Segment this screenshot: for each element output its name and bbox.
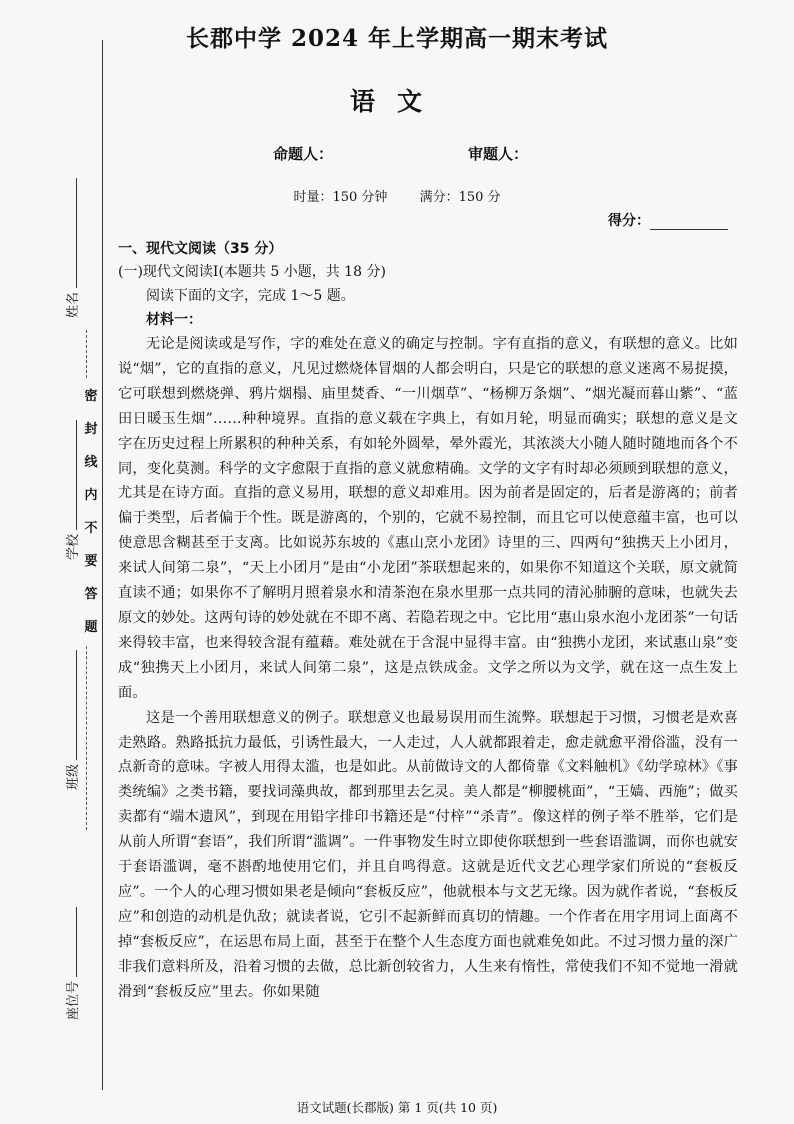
field-seat: 座位号: [62, 907, 81, 1020]
seal-warning-char: 密: [84, 389, 98, 404]
seal-warning-char: 题: [84, 620, 98, 635]
seal-warning-char: 封: [84, 422, 98, 437]
setter-field: [273, 143, 423, 164]
field-name: 姓名: [62, 178, 81, 318]
field-school: 学校: [62, 420, 81, 560]
subsection-title: (一)现代文阅读Ⅰ(本题共 5 小题，共 18 分): [118, 264, 386, 280]
seal-warning-char: 线: [84, 455, 98, 470]
score-label: 得分：: [608, 213, 650, 229]
exam-title: 长郡中学 2024 年上学期高一期末考试: [185, 25, 609, 52]
seal-warning-char: 答: [84, 587, 98, 602]
seal-warning-char: 内: [84, 488, 98, 503]
passage-paragraph: 这是一个善用联想意义的例子。联想意义也最易误用而生流弊。联想起于习惯，习惯老是欢喜走熟路。熟路抵抗力最低，引诱性最大，一人走过，人人就都跟着走，愈走就愈平滑俗滥，没有一点新奇的意味。字被人用得太滥，也是如此。从前做诗文的人都倚靠《文料触机》《幼学琼林》《事类统编》之类书籍，要找词藻典故，都到那里去乞灵。美人都是“柳腰桃面”，“王嫱、西施”；做买卖都有“端木遗风”，到现在用铅字排印书籍还是“付梓”“杀青”。像这样的例子举不胜举，它们是从前人所谓“套语”，我们所谓“滥调”。一件事物发生时立即使你联想到一些套语滥调，而你也就安于套语滥调，毫不斟酌地使用它们，并且自鸣得意。这就是近代文艺心理学家们所说的“套板反应”。一个人的心理习惯如果老是倾向“套板反应”，他就根本与文艺无缘。因为就作者说，“套板反应”和创造的动机是仇敌；就读者说，它引不起新鲜而真切的情趣。一个作者在用字用词上面离不掉“套板反应”，在运思布局上面，甚至于在整个人生态度方面也就难免如此。不过习惯力量的深广非我们意料所及，沿着习惯的去做，总比新创较省力，人生来有惰性，常使我们不知不觉地一滑就滑到“套板反应”里去。你如果随: [118, 709, 738, 1000]
exam-meta: [0, 186, 794, 205]
seal-warning-char: 不: [84, 521, 98, 536]
score-field: [608, 210, 728, 230]
reviewer-field: [468, 143, 618, 164]
material-label: 材料一：: [146, 312, 202, 328]
reviewer-label: 审题人：: [468, 145, 529, 163]
page-footer: 语文试题(长郡版) 第 1 页(共 10 页): [296, 1100, 498, 1115]
subject-title: 语文: [349, 87, 444, 116]
seal-warning-char: 要: [84, 554, 98, 569]
reading-section: [118, 238, 738, 1004]
time-limit: 时量：150 分钟: [293, 190, 388, 205]
instruction: 阅读下面的文字，完成 1～5 题。: [146, 288, 355, 304]
full-score: 满分：150 分: [419, 190, 501, 205]
binding-strip: [0, 0, 108, 1124]
seal-warning: [84, 380, 98, 644]
section-title: 一、现代文阅读（35 分）: [118, 241, 283, 257]
passage-paragraph: 无论是阅读或是写作，字的难处在意义的确定与控制。字有直指的意义，有联想的意义。比如说“烟”，它的直指的意义，凡见过燃烧体冒烟的人都会明白，只是它的联想的意义迷离不易捉摸，它可联想到燃烧弹、鸦片烟榻、庙里焚香、“一川烟草”、“杨柳万条烟”、“烟光凝而暮山紫”、“蓝田日暖玉生烟”……种种境界。直指的意义载在字典上，有如月轮，明显而确实；联想的意义是文字在历史过程上所累积的种种关系，有如轮外圆晕，晕外霞光，其浓淡大小随人随时随地而各个不同，变化莫测。科学的文字愈限于直指的意义就愈精确。文学的文字有时却必须顾到联想的意义，尤其是在诗方面。直指的意义易用，联想的意义却难用。因为前者是固定的，后者是游离的；前者偏于类型，后者偏于个性。既是游离的，个别的，它就不易控制，而且它可以使意蕴丰富，也可以使意思含糊甚至于支离。比如说苏东坡的《惠山烹小龙团》诗里的三、四两句“独携天上小团月，来试人间第二泉”，“天上小团月”是由“小龙团”茶联想起来的，如果你不知道这个关联，原文就简直读不通；如果你不了解明月照着泉水和清茶泡在泉水里那一点共同的清沁肺腑的意味，也就失去原文的妙处。这两句诗的妙处就在不即不离、若隐若现之中。它比用“惠山泉水泡小龙团茶”一句话来得较丰富，也来得较含混有蕴藉。难处就在于含混中显得丰富。由“独携小龙团，来试惠山泉”变成“独携天上小团月，来试人间第二泉”，这是点铁成金。文学之所以为文学，就在这一点生发上面。: [118, 336, 738, 701]
setter-label: 命题人：: [273, 145, 334, 163]
field-class: 班级: [62, 650, 81, 790]
